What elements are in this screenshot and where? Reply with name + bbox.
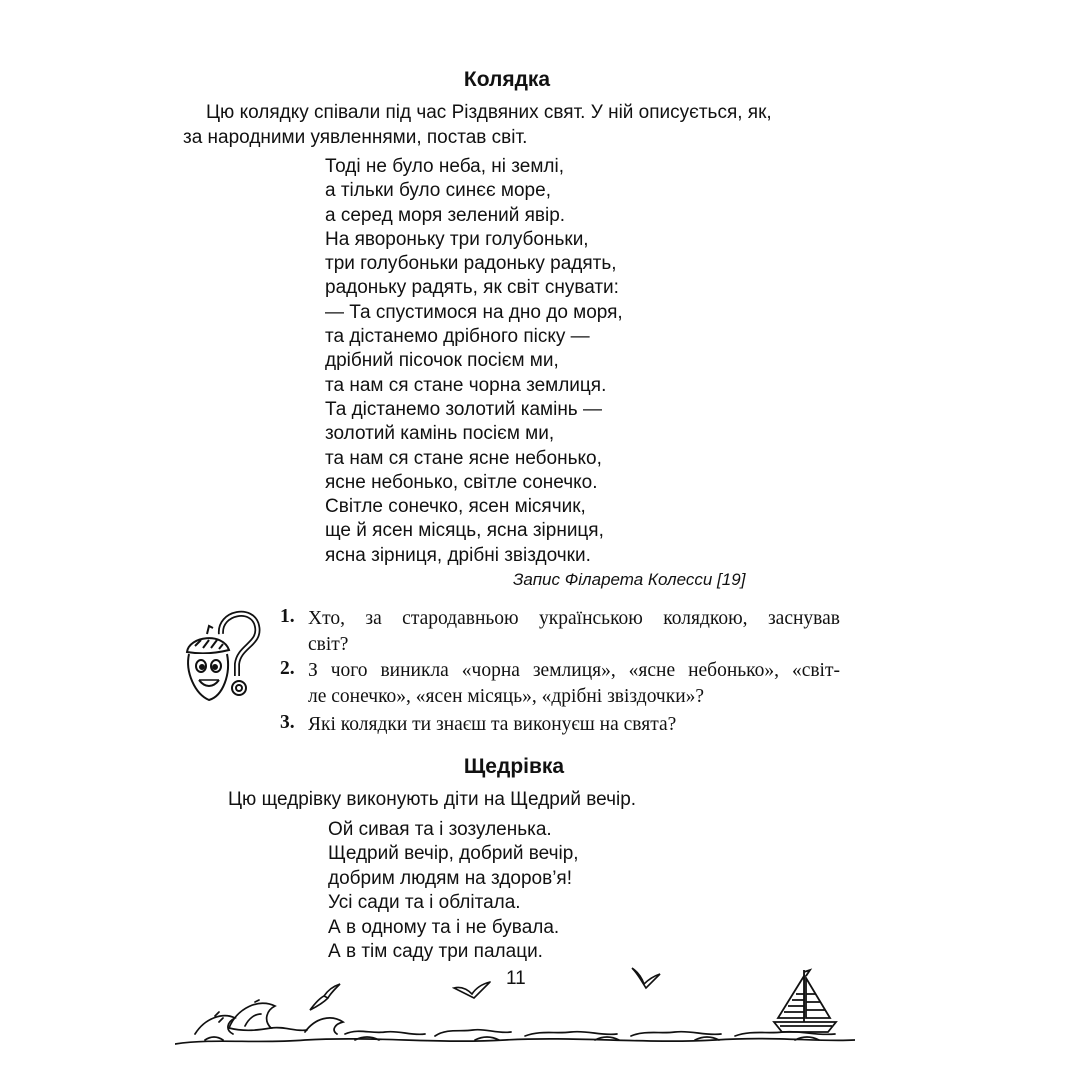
shchedrivka-verse xyxy=(328,818,579,964)
question-number: 2. xyxy=(280,658,295,679)
koliadka-intro-line1: Цю колядку співали під час Різдвяних свят. У ній описується, як, xyxy=(206,102,772,123)
verse-line: дрібний пісочок посієм ми, xyxy=(325,350,559,372)
verse-line: — Та спустимося на дно до моря, xyxy=(325,301,623,323)
verse-line: На яворонькy три голубоньки, xyxy=(325,228,589,250)
verse-line: Та дістанемо золотий камінь — xyxy=(325,398,602,420)
verse-line: А в тім саду три палаци. xyxy=(328,940,543,962)
question-list xyxy=(280,606,840,736)
acorn-question-icon xyxy=(183,602,263,712)
koliadka-title: Колядка xyxy=(463,68,551,91)
verse-line: та нам ся стане чорна землиця. xyxy=(325,374,607,396)
question-text: З чого виникла «чорна землиця», «ясне небонько», «світ- xyxy=(308,660,840,681)
verse-line: та нам ся стане ясне небонько, xyxy=(325,447,602,469)
question-text: ле сонечко», «ясен місяць», «дрібні звіздочки»? xyxy=(308,686,705,707)
question-number: 1. xyxy=(280,606,295,627)
verse-line: Світле сонечко, ясен місячик, xyxy=(325,496,586,518)
verse-line: Тоді не було неба, ні землі, xyxy=(325,156,565,177)
koliadka-verse xyxy=(325,155,623,568)
verse-line: добрим людям на здоров’я! xyxy=(328,867,572,889)
verse-line: а серед моря зелений явір. xyxy=(325,204,566,226)
seagull-icon xyxy=(630,966,662,990)
shchedrivka-intro: Цю щедрівку виконують діти на Щедрий вечір. xyxy=(228,789,637,810)
verse-line: радоньку радять, як світ снувати: xyxy=(325,277,619,299)
verse-line: а тільки було синєє море, xyxy=(325,180,551,202)
verse-line: ще й ясен місяць, ясна зірниця, xyxy=(325,520,604,542)
verse-line: золотий камінь посієм ми, xyxy=(325,423,555,445)
verse-line: Ой сивая та і зозуленька. xyxy=(328,819,552,840)
verse-line: ясне небонько, світле сонечко. xyxy=(325,471,598,493)
koliadka-source: Запис Філарета Колесси [19] xyxy=(513,570,746,589)
verse-line: та дістанемо дрібного піску — xyxy=(325,326,590,348)
page-number: 11 xyxy=(506,968,526,989)
verse-line: ясна зірниця, дрібні звіздочки. xyxy=(325,544,591,566)
verse-line: Щедрий вечір, добрий вечір, xyxy=(328,843,579,865)
question-text: Хто, за стародавньою українською колядкою, заснував xyxy=(308,608,840,629)
koliadka-intro-line2: за народними уявленнями, постав світ. xyxy=(183,127,528,148)
wave-border-icon xyxy=(175,988,855,1050)
shchedrivka-title: Щедрівка xyxy=(463,755,565,778)
question-text: світ? xyxy=(308,634,349,655)
question-number: 3. xyxy=(280,712,295,733)
verse-line: три голубоньки радоньку радять, xyxy=(325,253,617,275)
verse-line: А в одному та і не бувала. xyxy=(328,916,560,938)
verse-line: Усі сади та і облітала. xyxy=(328,892,521,914)
question-text: Які колядки ти знаєш та виконуєш на свята? xyxy=(308,714,677,735)
